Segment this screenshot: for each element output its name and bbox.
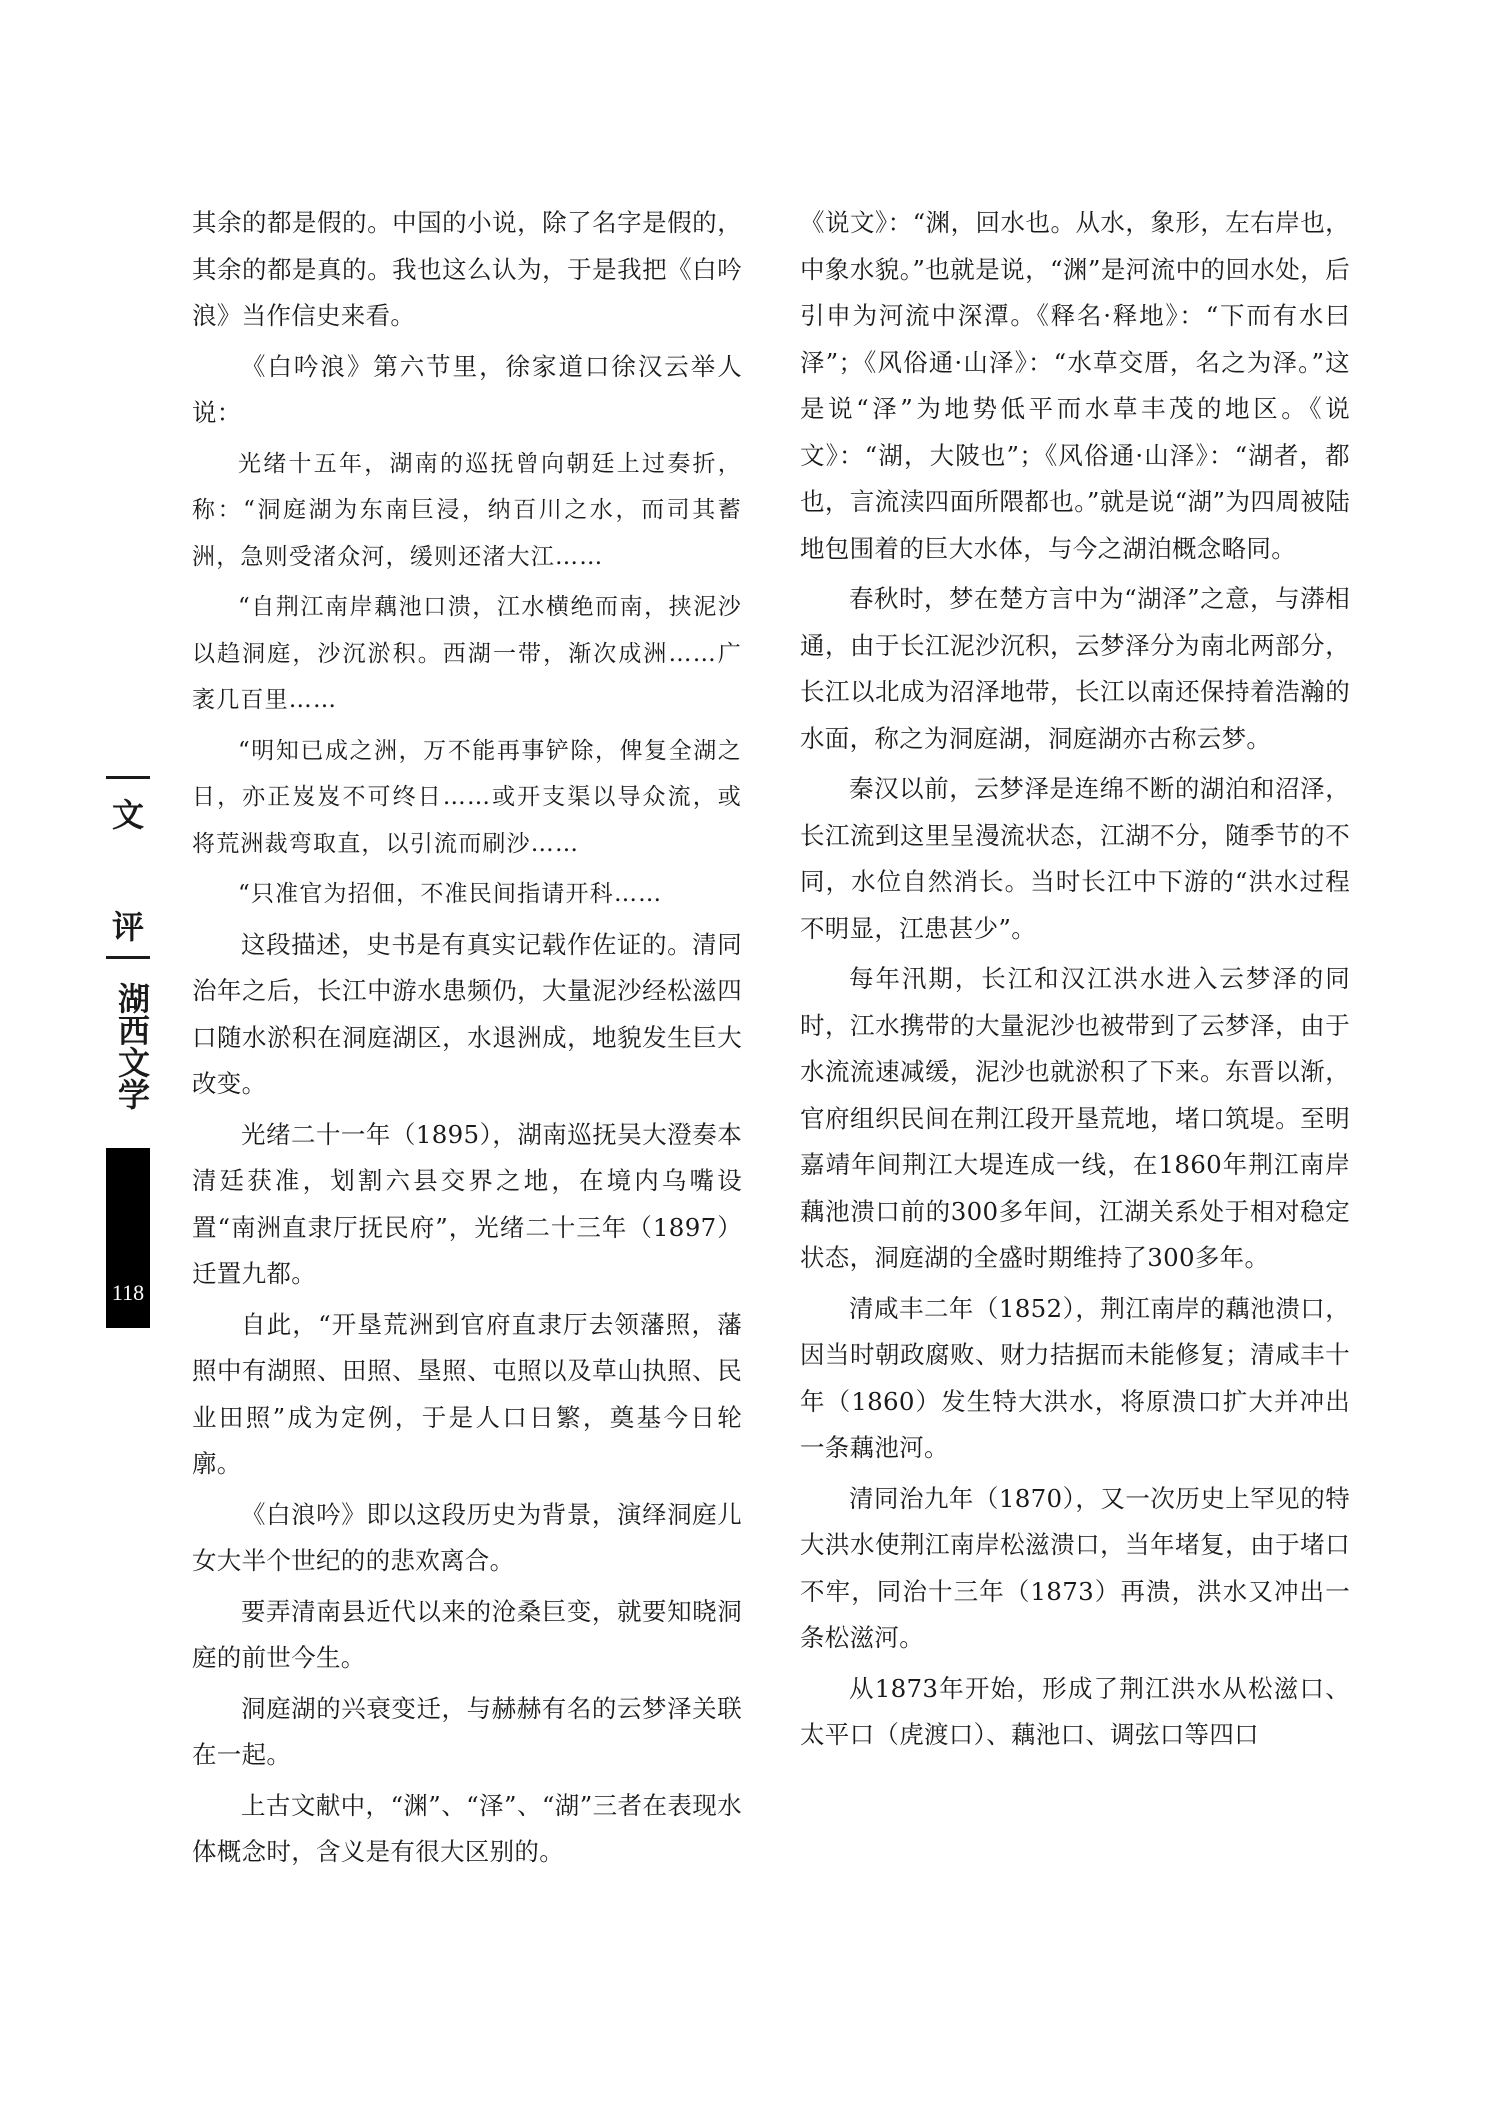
paragraph: 秦汉以前，云梦泽是连绵不断的湖泊和沼泽，长江流到这里呈漫流状态，江湖不分，随季节的不同，水位自然消长。当时长江中下游的“洪水过程不明显，江患甚少”。 — [800, 774, 1350, 943]
page-number-block — [106, 1148, 150, 1328]
paragraph: 春秋时，梦在楚方言中为“湖泽”之意，与漭相通，由于长江泥沙沉积，云梦泽分为南北两部分，长江以北成为沼泽地带，长江以南还保持着浩瀚的水面，称之为洞庭湖，洞庭湖亦古称云梦。 — [800, 584, 1350, 753]
paragraph: 清同治九年（1870），又一次历史上罕见的特大洪水使荆江南岸松滋溃口，当年堵复，由于堵口不牢，同治十三年（1873）再溃，洪水又冲出一条松滋河。 — [800, 1483, 1350, 1652]
magazine-name: 湖西文学 — [113, 982, 151, 1110]
paragraph: 从1873年开始，形成了荆江洪水从松滋口、太平口（虎渡口）、藕池口、调弦口等四口 — [800, 1673, 1350, 1749]
page-number: 118 — [111, 1280, 145, 1305]
paragraph: 清咸丰二年（1852），荆江南岸的藕池溃口，因当时朝政腐败、财力拮据而未能修复；清咸丰十年（1860）发生特大洪水，将原溃口扩大并冲出一条藕池河。 — [800, 1293, 1350, 1462]
paragraph: 这段描述，史书是有真实记载作佐证的。清同治年之后，长江中游水患频仍，大量泥沙经松滋四口随水淤积在洞庭湖区，水退洲成，地貌发生巨大改变。 — [192, 929, 742, 1098]
paragraph: 要弄清南县近代以来的沧桑巨变，就要知晓洞庭的前世今生。 — [192, 1596, 742, 1672]
sidebar-label-bottom: 评 — [111, 908, 144, 946]
quote-paragraph: “只准官为招佃，不准民间指请开科…… — [238, 881, 663, 907]
sidebar-rule-bottom — [106, 956, 150, 959]
paragraph: 其余的都是假的。中国的小说，除了名字是假的，其余的都是真的。我也这么认为，于是我把《白吟浪》当作信史来看。 — [192, 208, 742, 330]
paragraph: 上古文献中，“渊”、“泽”、“湖”三者在表现水体概念时，含义是有很大区别的。 — [192, 1790, 742, 1866]
quote-paragraph: “明知已成之洲，万不能再事铲除，俾复全湖之日，亦正岌岌不可终日……或开支渠以导众流，或将荒洲裁弯取直，以引流而刷沙…… — [192, 737, 742, 857]
quote-paragraph: “自荆江南岸藕池口溃，江水横绝而南，挟泥沙以趋洞庭，沙沉淤积。西湖一带，渐次成洲……广袤几百里…… — [192, 594, 742, 713]
sidebar-label-top: 文 — [111, 796, 144, 834]
paragraph: 自此，“开垦荒洲到官府直隶厅去领藩照，藩照中有湖照、田照、垦照、屯照以及草山执照、民业田照”成为定例，于是人口日繁，奠基今日轮廓。 — [192, 1309, 742, 1478]
quote-paragraph: 光绪十五年，湖南的巡抚曾向朝廷上过奏折，称：“洞庭湖为东南巨浸，纳百川之水，而司其蓄洲，急则受渚众河，缓则还渚大江…… — [192, 450, 742, 570]
sidebar-rule-top — [106, 776, 150, 779]
paragraph: 《白浪吟》即以这段历史为背景，演绎洞庭儿女大半个世纪的的悲欢离合。 — [192, 1499, 742, 1575]
left-column — [192, 200, 742, 1880]
paragraph: 洞庭湖的兴衰变迁，与赫赫有名的云梦泽关联在一起。 — [192, 1693, 742, 1769]
paragraph: 每年汛期，长江和汉江洪水进入云梦泽的同时，江水携带的大量泥沙也被带到了云梦泽，由于水流流速减缓，泥沙也就淤积了下来。东晋以渐，官府组织民间在荆江段开垦荒地，堵口筑堤。至明嘉靖年间荆江大堤连成一线，在1860年荆江南岸藕池溃口前的300多年间，江湖关系处于相对稳定状态，洞庭湖的全盛时期维持了300多年。 — [800, 964, 1350, 1272]
paragraph: 光绪二十一年（1895），湖南巡抚吴大澄奏本清廷获准，划割六县交界之地，在境内乌嘴设置“南洲直隶厅抚民府”，光绪二十三年（1897）迁置九都。 — [192, 1119, 742, 1288]
right-column — [800, 200, 1350, 1763]
sidebar — [106, 0, 150, 2104]
paragraph: 《说文》：“渊，回水也。从水，象形，左右岸也，中象水貌。”也就是说，“渊”是河流中的回水处，后引申为河流中深潭。《释名·释地》：“下而有水曰泽”；《风俗通·山泽》：“水草交厝，名之为泽。”这是说“泽”为地势低平而水草丰茂的地区。《说文》：“湖，大陂也”；《风俗通·山泽》：“湖者，都也，言流渎四面所隈都也。”就是说“湖”为四周被陆地包围着的巨大水体，与今之湖泊概念略同。 — [800, 208, 1350, 563]
paragraph: 《白吟浪》第六节里，徐家道口徐汉云举人说： — [192, 351, 742, 427]
